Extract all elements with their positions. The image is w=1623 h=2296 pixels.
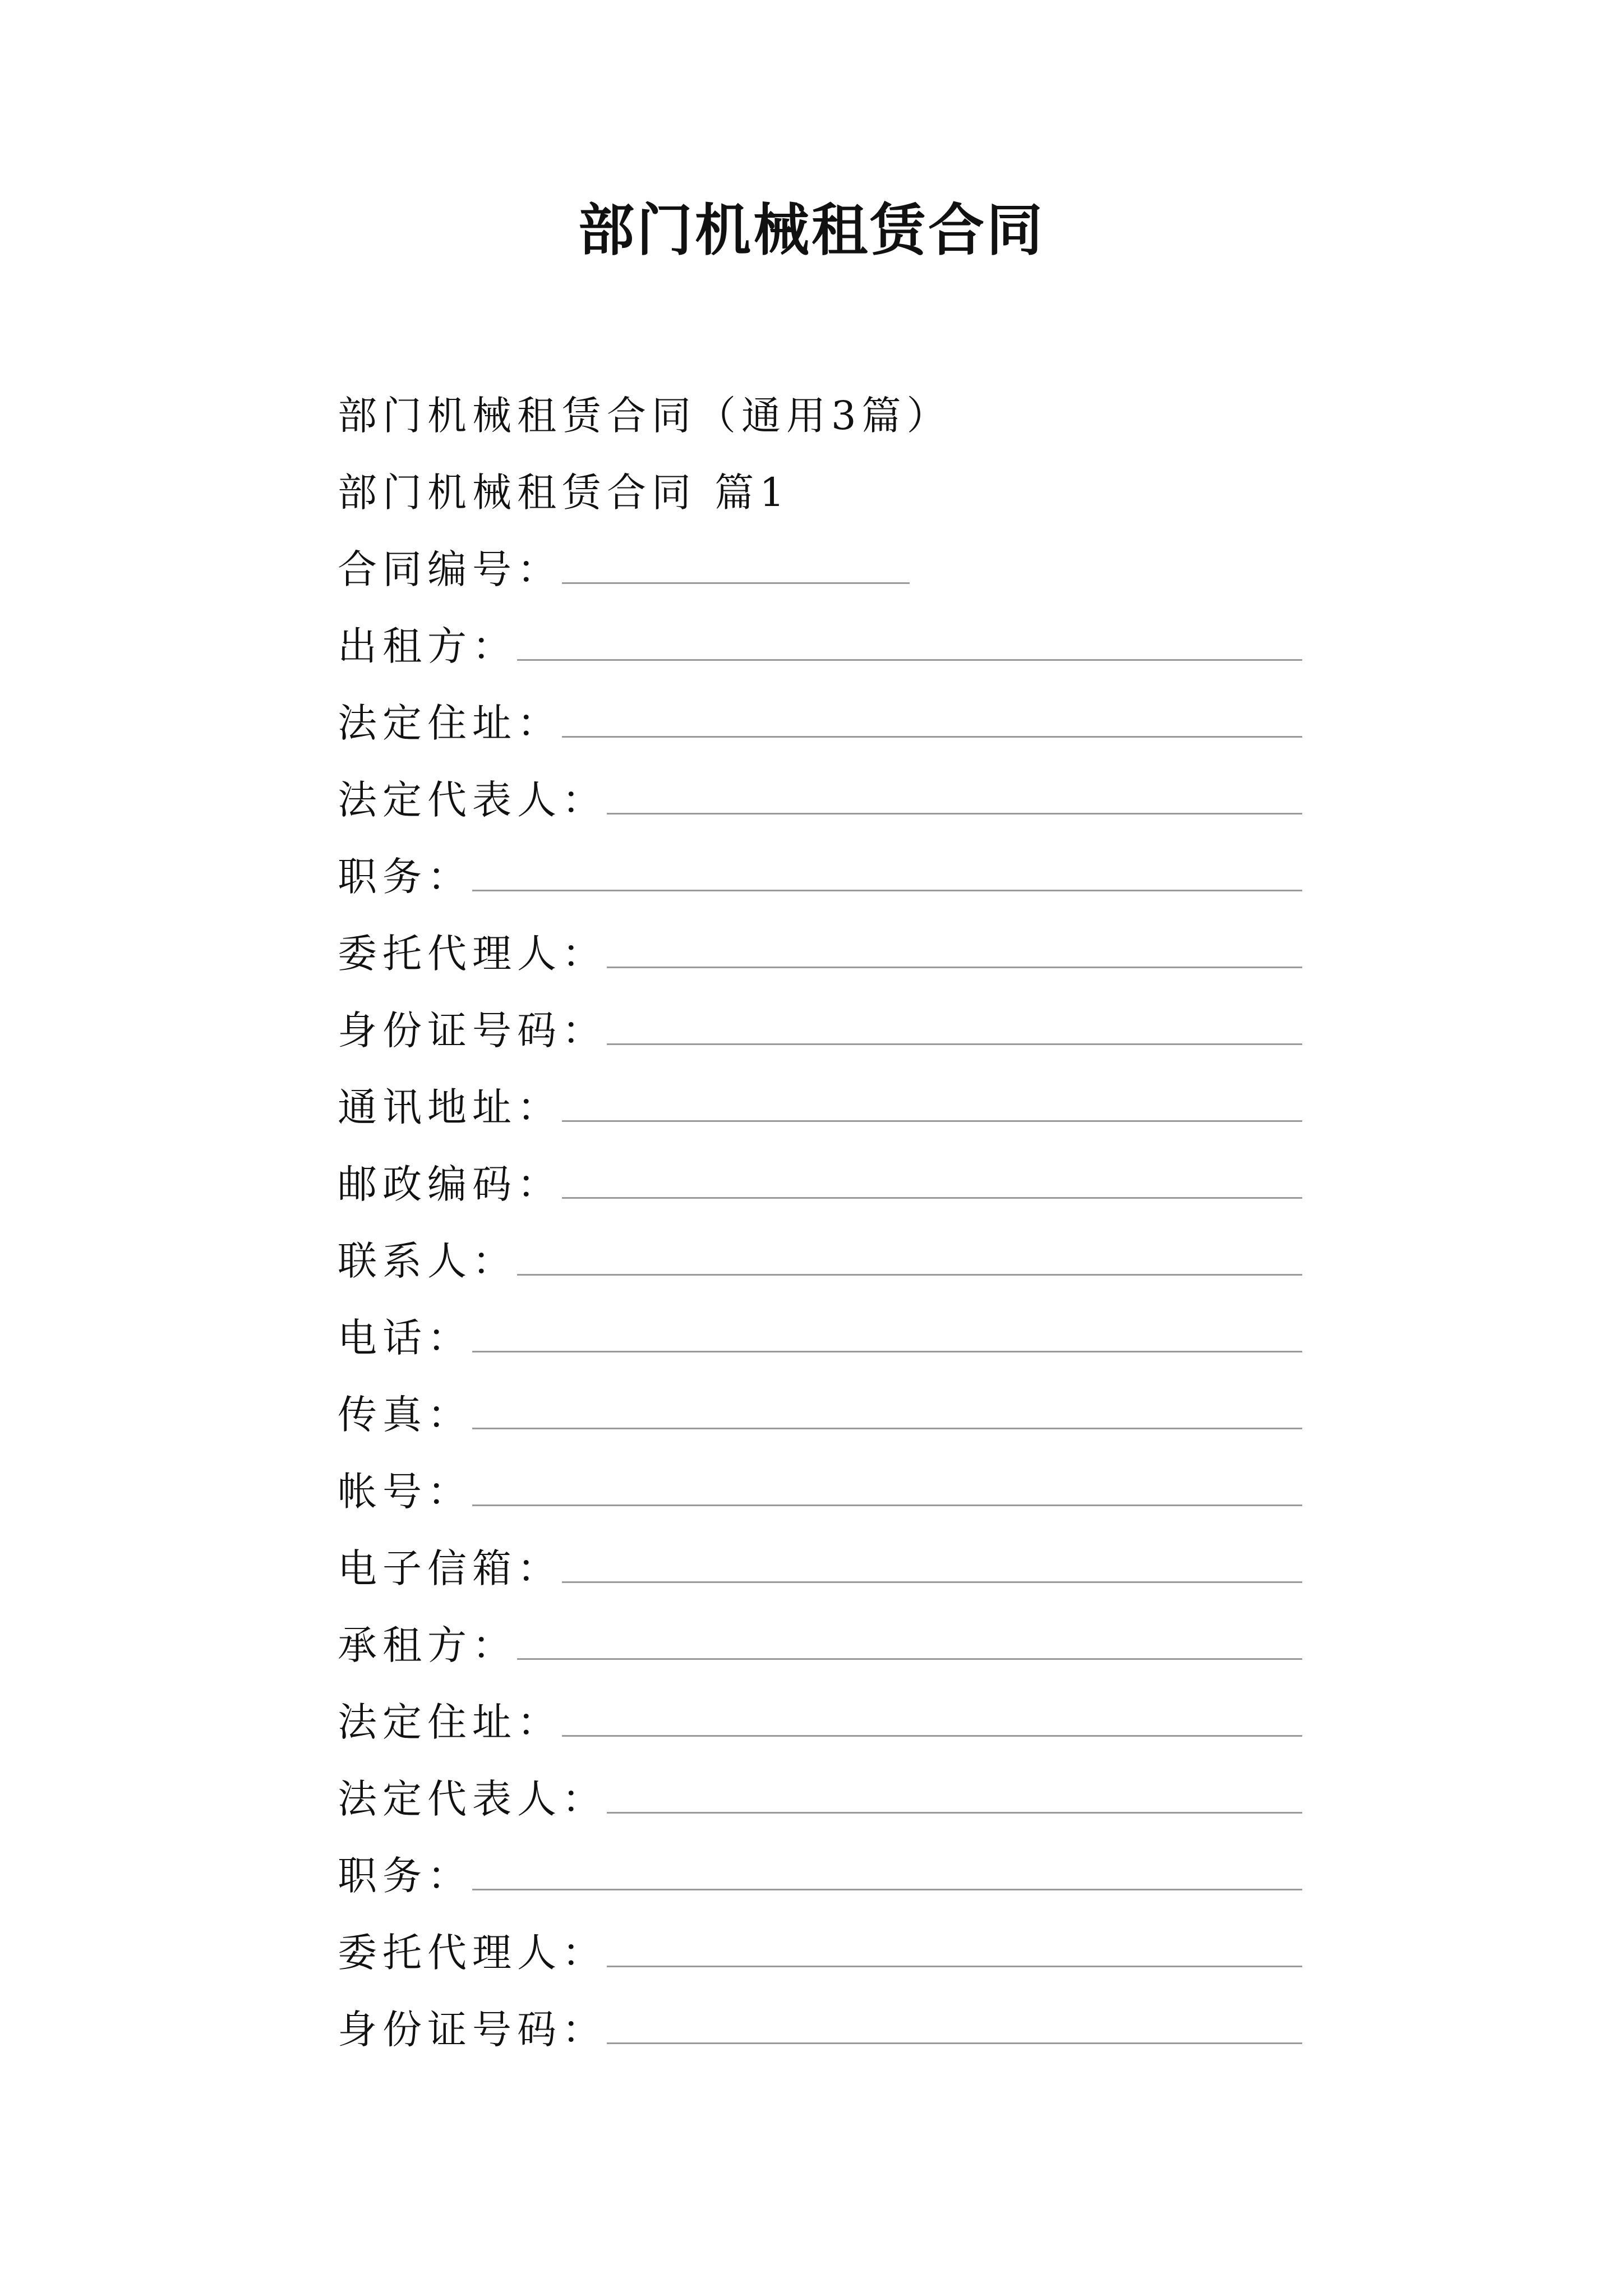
document-body xyxy=(338,376,1302,2067)
field-label: 帐号： xyxy=(338,1469,472,1515)
field-lessor-contact xyxy=(338,1221,1302,1298)
field-lessor-position xyxy=(338,837,1302,914)
field-contract-number xyxy=(338,530,1302,606)
field-lessee-id-number xyxy=(338,1990,1302,2067)
fill-in-blank xyxy=(607,966,1302,968)
fill-in-blank xyxy=(607,1043,1302,1045)
field-lessee-representative xyxy=(338,1759,1302,1836)
field-lessor-address xyxy=(338,683,1302,760)
field-lessor-postal-code xyxy=(338,1144,1302,1221)
fill-in-blank xyxy=(517,1273,1302,1276)
document-subtitle xyxy=(338,376,1302,453)
field-label: 邮政编码： xyxy=(338,1161,562,1207)
field-label: 电子信箱： xyxy=(338,1545,562,1591)
field-lessee-position xyxy=(338,1836,1302,1913)
fill-in-blank xyxy=(562,1734,1302,1737)
field-label: 合同编号： xyxy=(338,546,562,592)
field-label: 承租方： xyxy=(338,1622,517,1668)
field-label: 联系人： xyxy=(338,1238,517,1284)
field-label: 通讯地址： xyxy=(338,1084,562,1130)
field-lessor-account xyxy=(338,1452,1302,1529)
field-label: 法定住址： xyxy=(338,700,562,746)
fill-in-blank xyxy=(607,1811,1302,1814)
field-label: 身份证号码： xyxy=(338,2007,607,2053)
field-label: 职务： xyxy=(338,1853,472,1899)
fill-in-blank xyxy=(607,1965,1302,1967)
field-lessor-fax xyxy=(338,1375,1302,1452)
field-lessor-agent xyxy=(338,914,1302,991)
field-lessee-agent xyxy=(338,1913,1302,1990)
field-label: 法定住址： xyxy=(338,1699,562,1745)
field-lessee-address xyxy=(338,1682,1302,1759)
fill-in-blank xyxy=(562,1120,1302,1122)
fill-in-blank xyxy=(517,1658,1302,1660)
field-lessor-phone xyxy=(338,1298,1302,1375)
field-label: 委托代理人： xyxy=(338,1930,607,1976)
field-label: 身份证号码： xyxy=(338,1007,607,1053)
fill-in-blank xyxy=(562,1581,1302,1583)
field-label: 委托代理人： xyxy=(338,931,607,977)
field-label: 法定代表人： xyxy=(338,777,607,823)
field-label: 出租方： xyxy=(338,623,517,669)
field-label: 职务： xyxy=(338,854,472,900)
field-lessee xyxy=(338,1605,1302,1682)
field-lessor xyxy=(338,606,1302,683)
section-heading xyxy=(338,453,1302,530)
fill-in-blank xyxy=(562,735,1302,738)
fill-in-blank xyxy=(472,889,1302,891)
document-title: 部门机械租赁合同 xyxy=(578,197,1045,263)
field-label: 电话： xyxy=(338,1315,472,1361)
field-lessor-mailing-address xyxy=(338,1068,1302,1144)
field-lessor-id-number xyxy=(338,991,1302,1068)
subtitle-text: 部门机械租赁合同（通用3篇） xyxy=(338,393,952,439)
field-lessor-representative xyxy=(338,760,1302,837)
fill-in-blank xyxy=(472,1350,1302,1352)
fill-in-blank xyxy=(472,1504,1302,1506)
fill-in-blank xyxy=(562,1197,1302,1199)
field-label: 传真： xyxy=(338,1392,472,1438)
fill-in-blank xyxy=(607,2042,1302,2044)
fill-in-blank xyxy=(607,812,1302,815)
fill-in-blank xyxy=(472,1888,1302,1890)
fill-in-blank xyxy=(562,582,910,584)
field-label: 法定代表人： xyxy=(338,1776,607,1822)
field-lessor-email xyxy=(338,1529,1302,1605)
fill-in-blank xyxy=(517,659,1302,661)
fill-in-blank xyxy=(472,1427,1302,1429)
section-heading-text: 部门机械租赁合同 篇1 xyxy=(338,470,790,516)
